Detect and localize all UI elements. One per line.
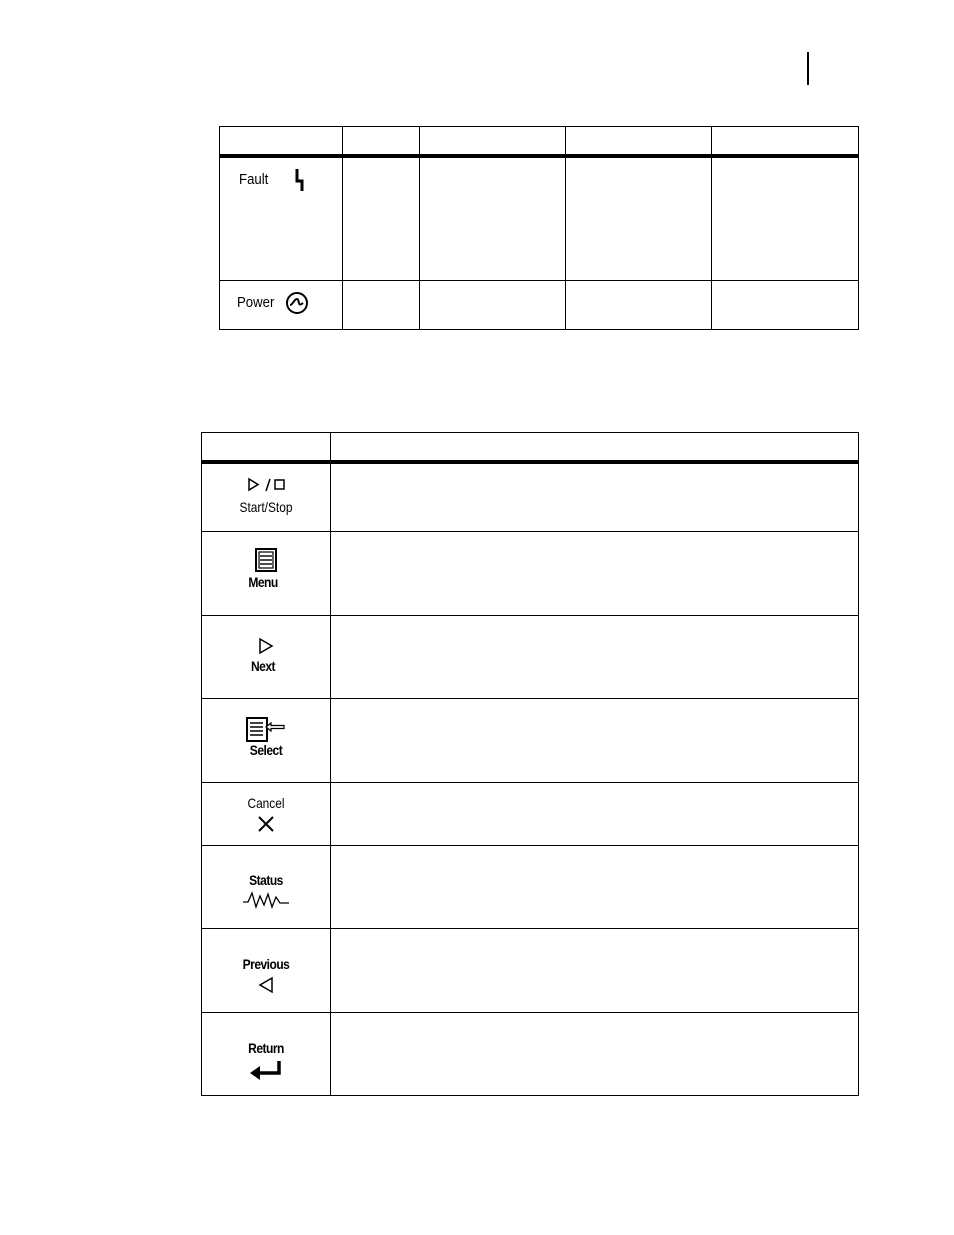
return-arrow-icon bbox=[249, 1060, 283, 1080]
button-cell bbox=[202, 1013, 331, 1096]
fault-label: Fault bbox=[239, 171, 269, 188]
button-header-row bbox=[202, 433, 859, 463]
table-row bbox=[202, 532, 859, 616]
table-row bbox=[202, 616, 859, 699]
button-description bbox=[331, 1013, 859, 1096]
table-cell bbox=[343, 281, 420, 330]
table-row bbox=[202, 846, 859, 929]
button-cell bbox=[202, 929, 331, 1013]
indicator-header-cell bbox=[343, 127, 420, 157]
table-row bbox=[202, 1013, 859, 1096]
button-description bbox=[331, 616, 859, 699]
table-cell bbox=[343, 156, 420, 281]
button-cell bbox=[202, 699, 331, 783]
indicator-header-cell bbox=[220, 127, 343, 157]
return-label: Return bbox=[248, 1040, 284, 1056]
indicator-header-cell bbox=[566, 127, 712, 157]
table-row bbox=[202, 699, 859, 783]
play-stop-icon bbox=[246, 477, 286, 493]
next-label: Next bbox=[250, 658, 276, 674]
button-cell bbox=[202, 616, 331, 699]
select-label: Select bbox=[249, 742, 283, 758]
button-cell bbox=[202, 783, 331, 846]
table-cell bbox=[712, 156, 859, 281]
button-header-cell bbox=[331, 433, 859, 463]
indicator-cell bbox=[220, 156, 343, 281]
button-header-cell bbox=[202, 433, 331, 463]
table-cell bbox=[566, 156, 712, 281]
button-description bbox=[331, 462, 859, 532]
table-cell bbox=[420, 281, 566, 330]
menu-icon bbox=[255, 548, 277, 572]
cancel-x-icon bbox=[257, 815, 275, 833]
button-cell bbox=[202, 462, 331, 532]
indicator-header-row bbox=[220, 127, 859, 157]
previous-triangle-icon bbox=[258, 976, 274, 994]
table-row bbox=[202, 929, 859, 1013]
table-row bbox=[202, 462, 859, 532]
indicator-table bbox=[219, 126, 859, 330]
status-wave-icon bbox=[242, 890, 290, 910]
table-row bbox=[220, 281, 859, 330]
indicator-header-cell bbox=[420, 127, 566, 157]
power-label: Power bbox=[237, 294, 275, 311]
table-row bbox=[202, 783, 859, 846]
status-label: Status bbox=[249, 872, 283, 888]
header-rule bbox=[807, 52, 809, 85]
button-table bbox=[201, 432, 859, 1096]
fault-bolt-icon bbox=[294, 168, 306, 192]
button-cell bbox=[202, 532, 331, 616]
cancel-label: Cancel bbox=[247, 795, 285, 811]
table-row bbox=[220, 156, 859, 281]
button-cell bbox=[202, 846, 331, 929]
table-cell bbox=[566, 281, 712, 330]
button-description bbox=[331, 929, 859, 1013]
button-description bbox=[331, 532, 859, 616]
table-cell bbox=[712, 281, 859, 330]
table-cell bbox=[420, 156, 566, 281]
indicator-cell bbox=[220, 281, 343, 330]
power-icon bbox=[285, 291, 309, 315]
previous-label: Previous bbox=[242, 956, 290, 972]
select-icon bbox=[246, 717, 286, 743]
menu-label: Menu bbox=[248, 574, 278, 590]
next-triangle-icon bbox=[258, 637, 274, 655]
button-description bbox=[331, 783, 859, 846]
button-description bbox=[331, 699, 859, 783]
button-description bbox=[331, 846, 859, 929]
start-stop-label: Start/Stop bbox=[239, 499, 293, 515]
indicator-header-cell bbox=[712, 127, 859, 157]
